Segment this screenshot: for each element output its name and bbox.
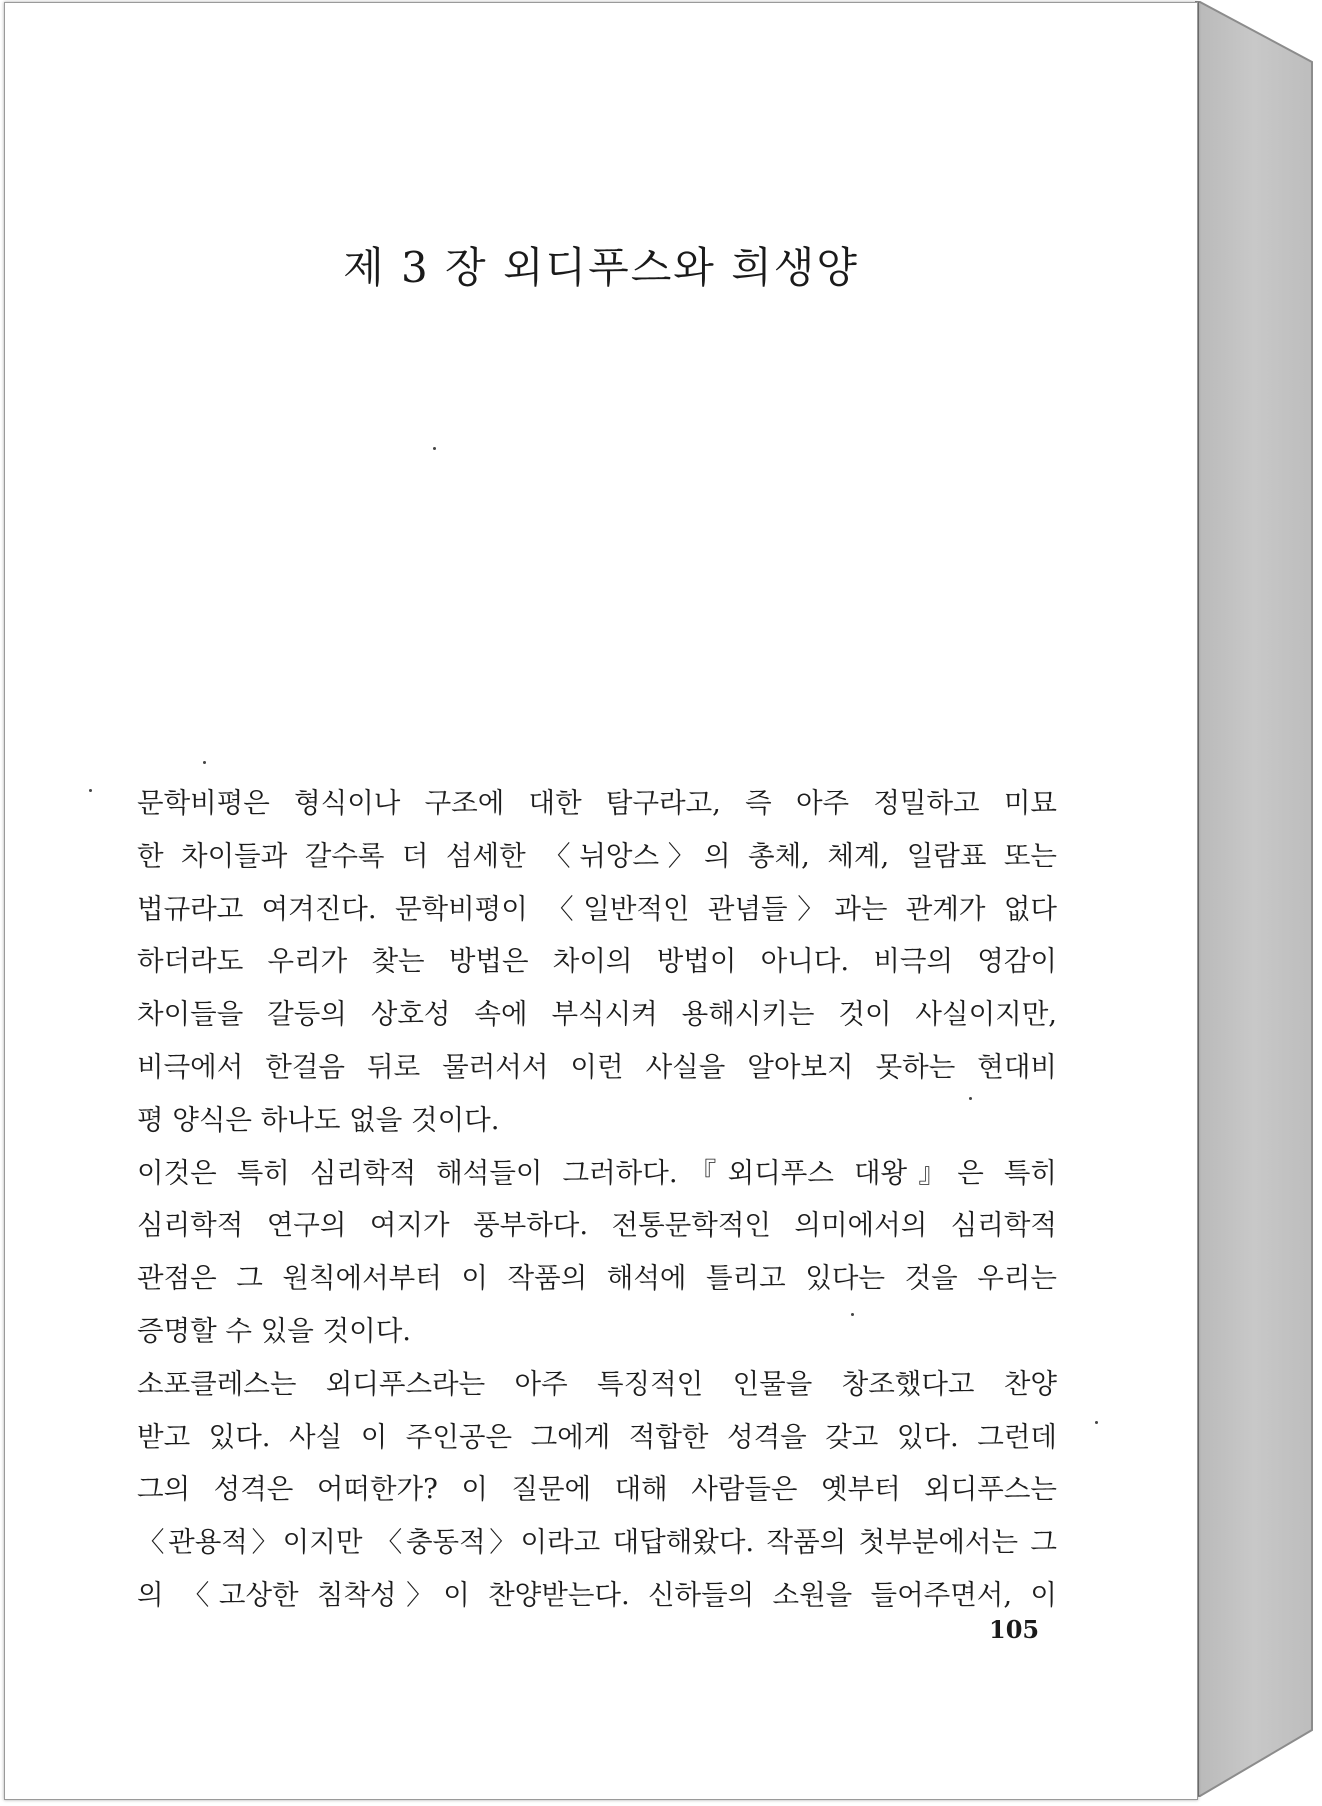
text-line: 비극에서 한걸음 뒤로 물러서서 이런 사실을 알아보지 못하는 현대비: [137, 1050, 1057, 1083]
book-page: [4, 2, 1198, 1800]
text-line: 받고 있다. 사실 이 주인공은 그에게 적합한 성격을 갖고 있다. 그런데: [137, 1420, 1057, 1453]
page-number: 105: [989, 1615, 1040, 1644]
text-line: 법규라고 여겨진다. 문학비평이 〈일반적인 관념들〉과는 관계가 없다: [137, 892, 1057, 925]
scan-speck: [89, 789, 92, 792]
text-line: 이것은 특히 심리학적 해석들이 그러하다.『외디푸스 대왕』은 특히: [137, 1156, 1057, 1189]
scan-speck: [203, 761, 206, 764]
paragraph-2: [137, 1147, 1057, 1358]
text-line: 관점은 그 원칙에서부터 이 작품의 해석에 틀리고 있다는 것을 우리는: [137, 1262, 1057, 1295]
text-line: 한 차이들과 갈수록 더 섬세한 〈뉘앙스〉의 총체, 체계, 일람표 또는: [137, 839, 1057, 872]
text-line: 소포클레스는 외디푸스라는 아주 특징적인 인물을 창조했다고 찬양: [137, 1367, 1057, 1400]
paragraph-1: [137, 777, 1057, 1147]
text-line: 차이들을 갈등의 상호성 속에 부식시켜 용해시키는 것이 사실이지만,: [137, 998, 1057, 1031]
text-line: 하더라도 우리가 찾는 방법은 차이의 방법이 아니다. 비극의 영감이: [137, 945, 1057, 978]
scan-speck: [851, 1313, 854, 1316]
text-line: 〈관용적〉이지만 〈충동적〉이라고 대답해왔다. 작품의 첫부분에서는 그: [137, 1526, 1057, 1559]
paragraph-3: [137, 1358, 1057, 1622]
scan-speck: [433, 447, 436, 450]
scan-speck: [1095, 1421, 1098, 1424]
body-text: [137, 777, 1057, 1622]
text-line: 의 〈고상한 침착성〉이 찬양받는다. 신하들의 소원을 들어주면서, 이: [137, 1578, 1057, 1611]
text-line: 평 양식은 하나도 없을 것이다.: [137, 1103, 500, 1136]
text-line: 문학비평은 형식이나 구조에 대한 탐구라고, 즉 아주 정밀하고 미묘: [137, 787, 1057, 819]
text-line: 심리학적 연구의 여지가 풍부하다. 전통문학적인 의미에서의 심리학적: [137, 1209, 1057, 1242]
text-line: 그의 성격은 어떠한가? 이 질문에 대해 사람들은 옛부터 외디푸스는: [137, 1473, 1057, 1506]
scan-speck: [969, 1097, 972, 1100]
chapter-title: 제 3 장 외디푸스와 희생양: [343, 243, 859, 292]
text-line: 증명할 수 있을 것이다.: [137, 1314, 412, 1347]
